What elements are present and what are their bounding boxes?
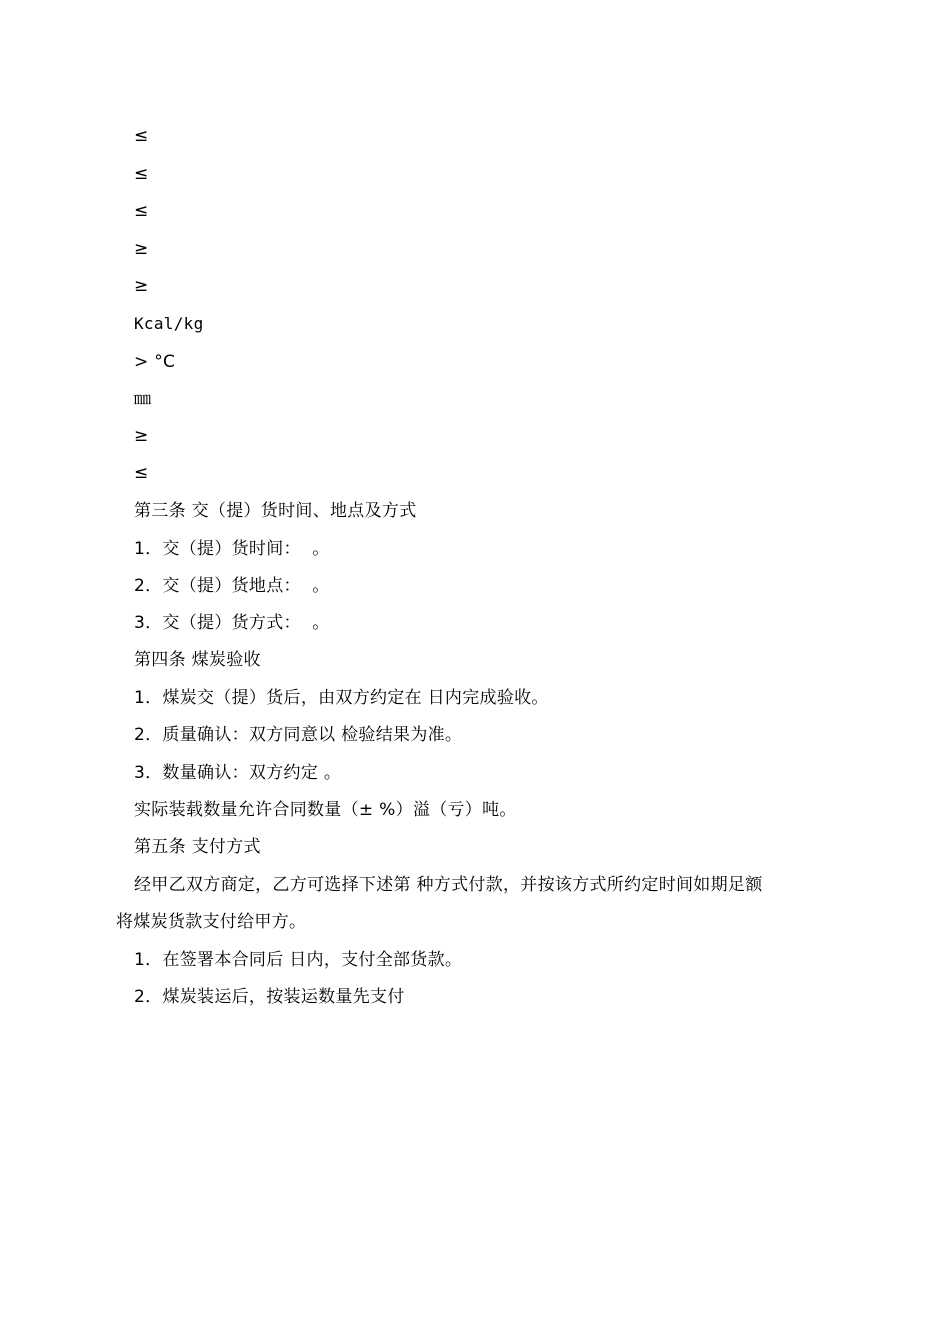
symbol-line: ≥ (134, 276, 149, 296)
article5-item2: 2．煤炭装运后，按装运数量先支付 (134, 987, 405, 1007)
article4-item3: 3．数量确认：双方约定 。 (134, 763, 342, 783)
article5-item1: 1．在签署本合同后 日内，支付全部货款。 (134, 950, 463, 970)
article4-heading: 第四条 煤炭验收 (134, 650, 261, 670)
article3-item3: 3．交（提）货方式： 。 (134, 613, 330, 633)
symbol-line: ≥ (134, 239, 149, 259)
symbol-line: ≤ (134, 201, 149, 221)
article3-item2: 2．交（提）货地点： 。 (134, 576, 330, 596)
symbol-line: ≤ (134, 126, 149, 146)
article4-item1: 1．煤炭交（提）货后，由双方约定在 日内完成验收。 (134, 688, 549, 708)
unit-kcal: Kcal/kg (134, 314, 204, 333)
article4-item2: 2．质量确认：双方同意以 检验结果为准。 (134, 725, 463, 745)
article5-paragraph-line1: 经甲乙双方商定，乙方可选择下述第 种方式付款，并按该方式所约定时间如期足额 (134, 875, 763, 895)
article3-heading: 第三条 交（提）货时间、地点及方式 (134, 501, 417, 521)
symbol-line: ≤ (134, 164, 149, 184)
article5-heading: 第五条 支付方式 (134, 837, 261, 857)
unit-temperature: > °C (134, 352, 176, 372)
symbol-line: ≥ (134, 426, 149, 446)
article5-paragraph-line2: 将煤炭货款支付给甲方。 (116, 912, 307, 932)
symbol-line: ≤ (134, 463, 149, 483)
article3-item1: 1．交（提）货时间： 。 (134, 539, 330, 559)
unit-mm: ㎜ (134, 389, 152, 409)
article4-item4: 实际装载数量允许合同数量（± %）溢（亏）吨。 (134, 800, 517, 820)
